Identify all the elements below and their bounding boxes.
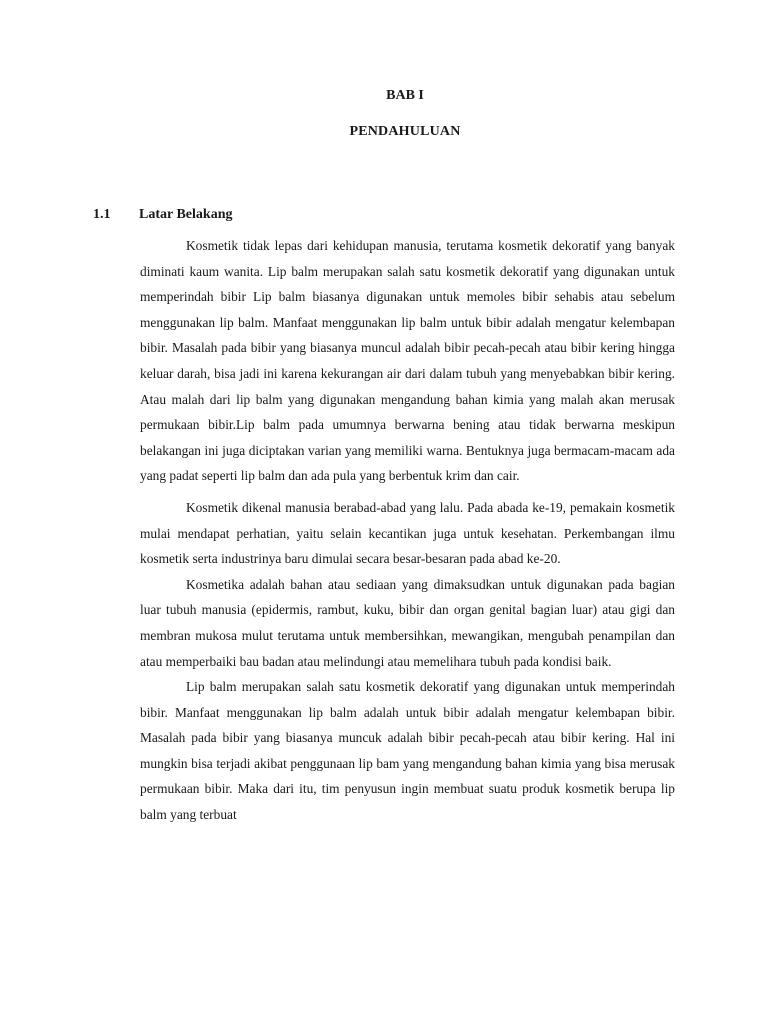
chapter-label: BAB I bbox=[386, 88, 424, 103]
paragraph: Lip balm merupakan salah satu kosmetik dekoratif yang digunakan untuk memperindah bibir. Manfaat menggunakan lip balm adalah untuk bibir adalah mengatur kelembapan bibir. Masalah pada bibir yang biasanya muncuk adalah bibir pecah-pecah atau bibir kering. Hal ini mungkin bisa terjadi akibat penggunaan lip bam yang mengandung bahan kimia yang bisa merusak permukaan bibir. Maka dari itu, tim penyusun ingin membuat suatu produk kosmetik berupa lip balm yang terbuat bbox=[140, 679, 675, 823]
chapter-title: PENDAHULUAN bbox=[349, 124, 461, 139]
body-text bbox=[140, 233, 675, 828]
paragraph: Kosmetik dikenal manusia berabad-abad yang lalu. Pada abada ke-19, pemakain kosmetik mulai mendapat perhatian, yaitu selain kecantikan juga untuk kesehatan. Perkembangan ilmu kosmetik serta industrinya baru dimulai secara besar-besaran pada abad ke-20. bbox=[140, 499, 675, 567]
section-heading bbox=[93, 207, 232, 223]
section-title: Latar Belakang bbox=[139, 207, 233, 222]
section-number: 1.1 bbox=[93, 207, 111, 222]
paragraph: Kosmetik tidak lepas dari kehidupan manusia, terutama kosmetik dekoratif yang banyak diminati kaum wanita. Lip balm merupakan salah satu kosmetik dekoratif yang digunakan untuk memperindah bibir Lip balm biasanya digunakan untuk memoles bibir sehabis atau sebelum menggunakan lip balm. Manfaat menggunakan lip balm untuk bibir adalah mengatur kelembapan bibir. Masalah pada bibir yang biasanya muncul adalah bibir pecah-pecah atau bibir kering hingga keluar darah, bisa jadi ini karena kekurangan air dari dalam tubuh yang menyebabkan bibir kering. Atau malah dari lip balm yang digunakan mengandung bahan kimia yang malah akan merusak permukaan bibir.Lip balm pada umumnya berwarna bening atau tidak berwarna meskipun belakangan ini juga diciptakan varian yang memiliki warna. Bentuknya juga bermacam-macam ada yang padat seperti lip balm dan ada pula yang berbentuk krim dan cair. bbox=[140, 238, 675, 484]
paragraph: Kosmetika adalah bahan atau sediaan yang dimaksudkan untuk digunakan pada bagian luar tubuh manusia (epidermis, rambut, kuku, bibir dan organ genital bagian luar) atau gigi dan membran mukosa mulut terutama untuk membersihkan, mewangikan, mengubah penampilan dan atau memperbaiki bau badan atau melindungi atau memelihara tubuh pada kondisi baik. bbox=[140, 576, 675, 669]
